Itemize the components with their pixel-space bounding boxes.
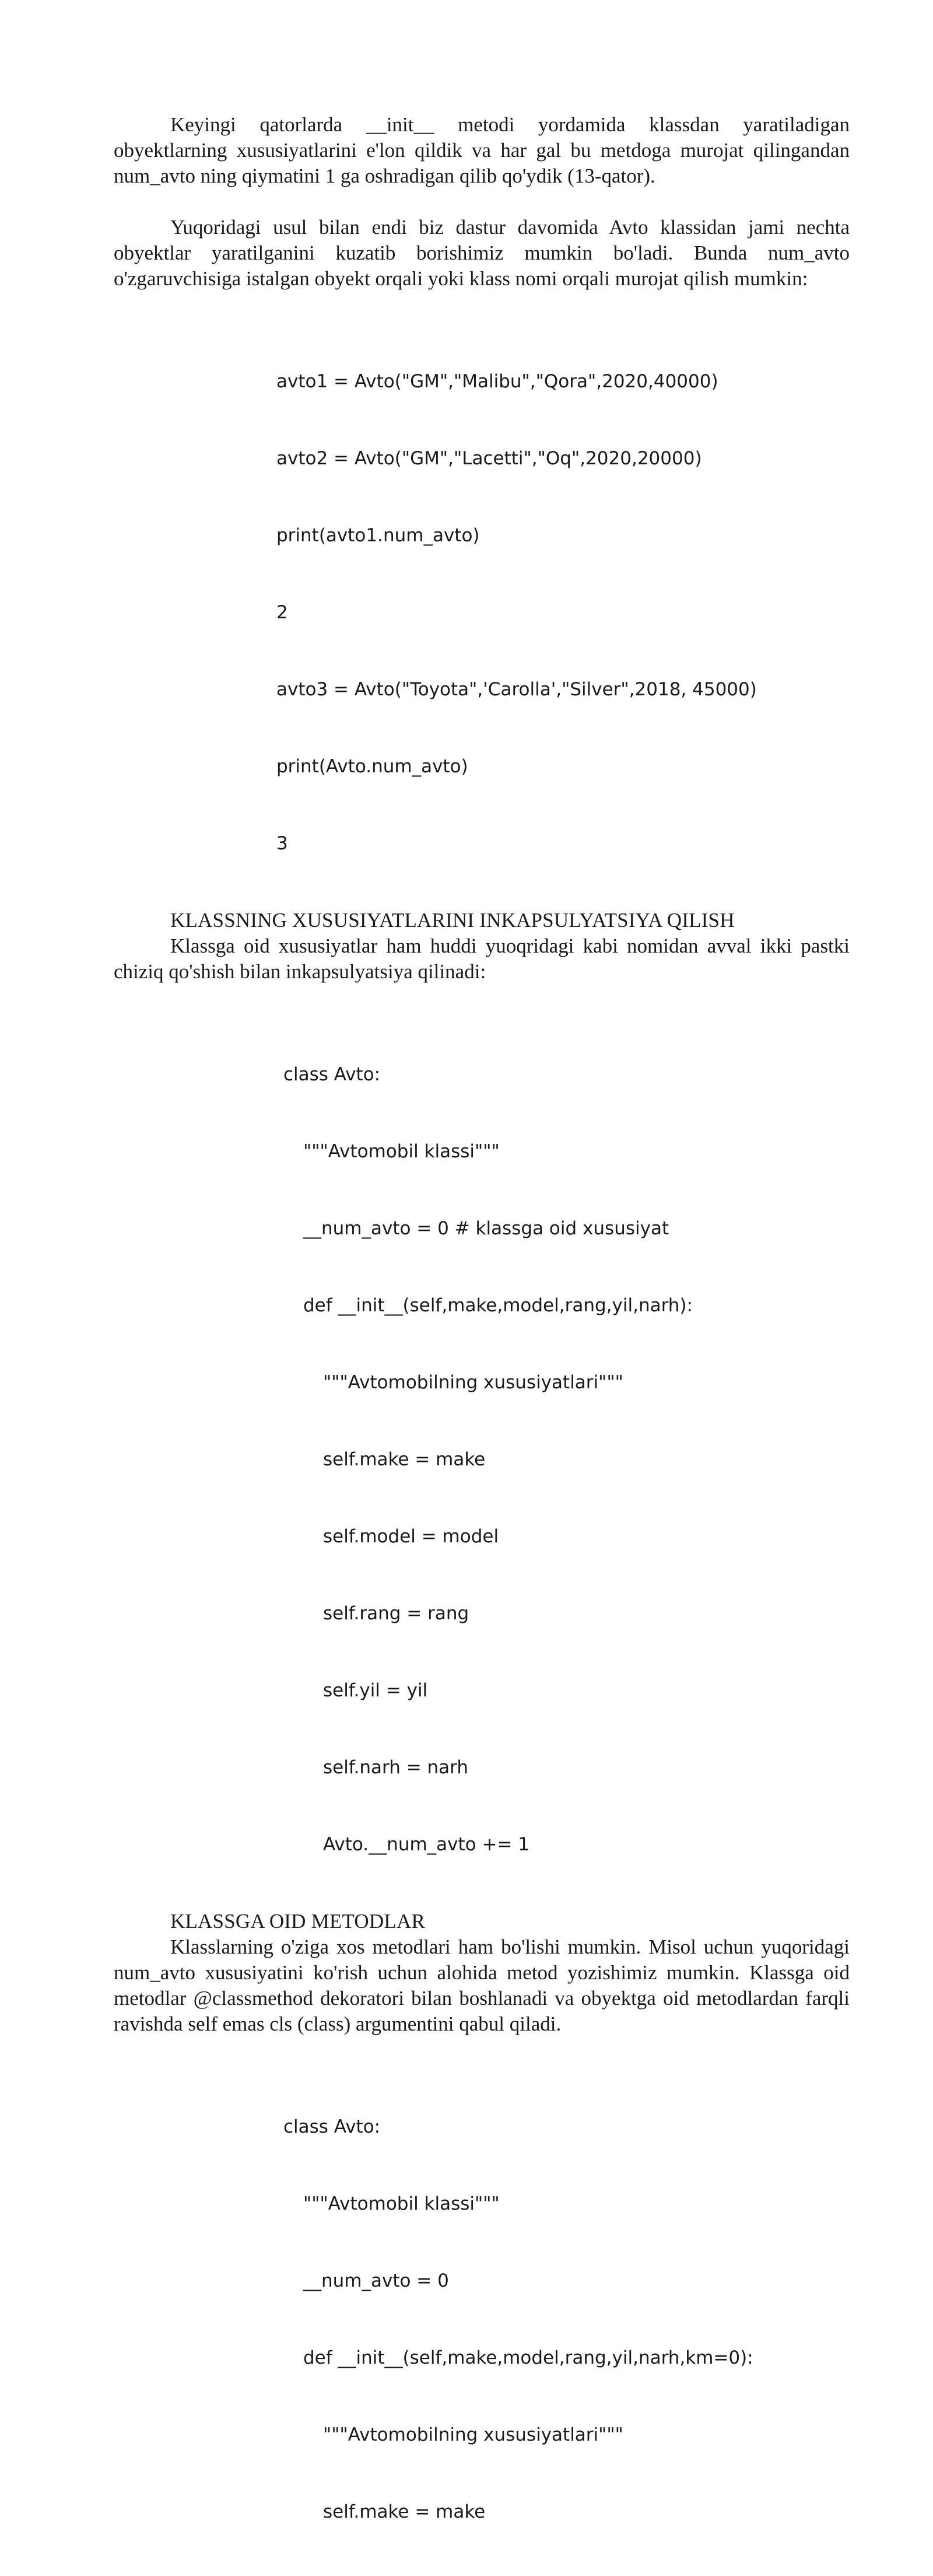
code-line: avto3 = Avto("Toyota",'Carolla',"Silver",2018, 45000) — [276, 679, 757, 700]
code-output-line: 3 — [276, 833, 288, 854]
paragraph-class-methods: Klasslarning o'ziga xos metodlari ham bo'lishi mumkin. Misol uchun yuqoridagi num_avto xususiyatini ko'rish uchun alohida metod yozishimiz mumkin. Klassga oid metodlar @classmethod dekoratori bilan boshlanadi va obyektga oid metodlardan farqli ravishda self emas cls (class) argumentini qabul qiladi. — [114, 1936, 850, 2035]
code-output-line: 2 — [276, 602, 288, 623]
code-line: avto1 = Avto("GM","Malibu","Qora",2020,40000) — [276, 371, 718, 392]
code-block-usage — [114, 317, 850, 908]
document-body — [114, 112, 850, 2576]
paragraph-encapsulation: Klassga oid xususiyatlar ham huddi yuoqridagi kabi nomidan avval ikki pastki chiziq qo'shish bilan inkapsulyatsiya qilinadi: — [114, 935, 850, 983]
paragraph-counting-objects: Yuqoridagi usul bilan endi biz dastur davomida Avto klassidan jami nechta obyektlar yaratilganini kuzatib borishimiz mumkin bo'ladi. Bunda num_avto o'zgaruvchisiga istalgan obyekt orqali yoki klass nomi orqali murojat qilish mumkin: — [114, 216, 850, 290]
section-heading-class-methods: KLASSGA OID METODLAR — [170, 1910, 425, 1933]
code-line: __num_avto = 0 # klassga oid xususiyat — [303, 1218, 669, 1239]
code-line: __num_avto = 0 — [303, 2270, 449, 2291]
code-line: class Avto: — [283, 1064, 381, 1085]
section-heading-encapsulation: KLASSNING XUSUSIYATLARINI INKAPSULYATSIYA QILISH — [170, 909, 735, 932]
code-line: """Avtomobil klassi""" — [303, 2193, 500, 2214]
code-line: print(Avto.num_avto) — [276, 756, 468, 777]
code-line: """Avtomobilning xususiyatlari""" — [323, 2424, 623, 2445]
code-line: self.narh = narh — [323, 1757, 469, 1778]
code-line: self.model = model — [323, 1526, 499, 1547]
code-line: avto2 = Avto("GM","Lacetti","Oq",2020,20000) — [276, 448, 702, 469]
code-line: """Avtomobil klassi""" — [303, 1141, 500, 1162]
code-line: self.yil = yil — [323, 1680, 428, 1701]
code-line: self.rang = rang — [323, 1603, 469, 1624]
code-line: def __init__(self,make,model,rang,yil,narh,km=0): — [303, 2347, 753, 2368]
code-line: class Avto: — [283, 2116, 381, 2137]
code-line: self.make = make — [323, 2501, 486, 2522]
paragraph-init-method: Keyingi qatorlarda __init__ metodi yordamida klassdan yaratiladigan obyektlarning xususiyatlarini e'lon qildik va har gal bu metdoga murojat qilingandan num_avto ning qiymatini 1 ga oshradigan qilib qo'ydik (13-qator). — [114, 113, 850, 187]
code-line: Avto.__num_avto += 1 — [323, 1834, 530, 1855]
code-line: print(avto1.num_avto) — [276, 525, 480, 546]
code-line: self.make = make — [323, 1449, 486, 1470]
code-line: def __init__(self,make,model,rang,yil,narh): — [303, 1295, 693, 1316]
code-line: """Avtomobilning xususiyatlari""" — [323, 1372, 623, 1393]
code-block-class-method — [114, 2063, 850, 2576]
code-block-class-encapsulated — [114, 1010, 850, 1909]
